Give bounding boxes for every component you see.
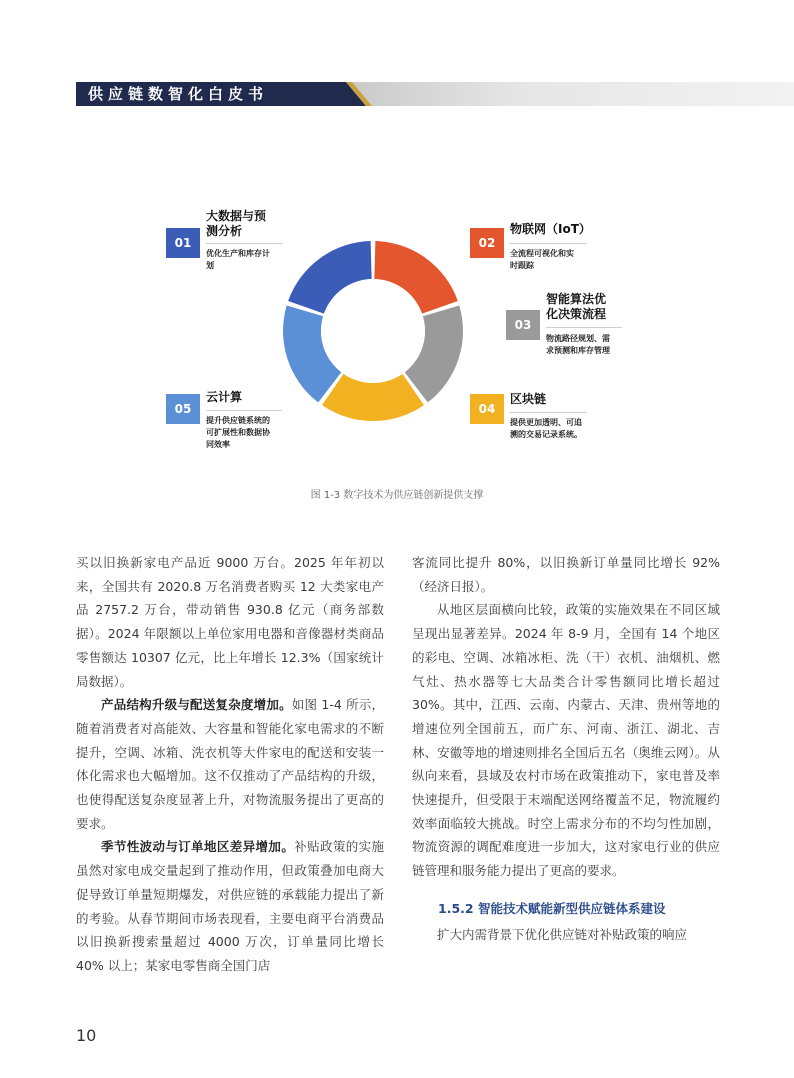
title-line: 大数据与预 (206, 209, 267, 223)
desc-line: 可扩展性和数据协 (206, 428, 270, 437)
item-divider (546, 327, 622, 328)
paragraph-text: 如图 1-4 所示，随着消费者对高能效、大容量和智能化家电需求的不断提升，空调、冰箱、洗衣机等大件家电的配送和安装一体化需求也大幅增加。这不仅推动了产品结构的升级，也使得配送复杂度显著上升，对物流服务提出了更高的要求。 (76, 697, 384, 831)
desc-line: 全流程可视化和实 (510, 249, 574, 258)
figure-digital-tech (166, 196, 636, 466)
item-title-big-data (206, 209, 266, 239)
donut-center (321, 279, 425, 383)
title-line: 化决策流程 (546, 307, 607, 321)
item-divider (206, 410, 282, 411)
paragraph: 从地区层面横向比较，政策的实施效果在不同区域呈现出显著差异。2024 年 8-9 月，全国有 14 个地区的彩电、空调、冰箱冰柜、洗（干）衣机、油烟机、燃气灶、热水器等七大品类合计零售额同比增长超过 30%。其中，江西、云南、内蒙古、天津、贵州等地的增速位列全国前五，而广东、河南、浙江、湖北、吉林、安徽等地的增速则排名全国后五名（奥维云网）。从纵向来看，县域及农村市场在政策推动下，家电普及率快速提升，但受限于末端配送网络覆盖不足，物流履约效率面临较大挑战。时空上需求分布的不均匀性加剧，物流资源的调配难度进一步加大，这对家电行业的供应链管理和服务能力提出了更高的要求。 (412, 602, 720, 879)
paragraph-lead: 产品结构升级与配送复杂度增加。 (101, 697, 292, 713)
item-number-05: 05 (166, 394, 200, 424)
item-number-02: 02 (470, 228, 504, 258)
desc-line: 同效率 (206, 440, 230, 449)
title-line: 测分析 (206, 224, 243, 238)
header-gray-bar (338, 82, 794, 106)
paragraph: 买以旧换新家电产品近 9000 万台。2025 年年初以来，全国共有 2020.8 万名消费者购买 12 大类家电产品 2757.2 万台，带动销售 930.8 亿元（商务部数据）。2024 年限额以上单位家用电器和音像器材类商品零售额达 10307 亿元，比上年增长 12.3%（国家统计局数据）。 (76, 555, 384, 689)
item-number-03: 03 (506, 310, 540, 340)
desc-line: 提供更加透明、可追 (510, 418, 582, 427)
header-title: 供应链数智化白皮书 (88, 85, 269, 103)
desc-line: 物流路径规划、需 (546, 334, 610, 343)
paragraph (76, 693, 384, 835)
item-divider (510, 412, 586, 413)
item-title-blockchain: 区块链 (510, 392, 547, 406)
paragraph: 客流同比提升 80%，以旧换新订单量同比增长 92%（经济日报）。 (412, 555, 720, 594)
body-column-right (412, 551, 720, 946)
item-desc-blockchain (510, 417, 606, 441)
figure-caption: 图 1-3 数字技术为供应链创新提供支撑 (310, 490, 484, 501)
desc-line: 提升供应链系统的 (206, 416, 270, 425)
paragraph-text: 补贴政策的实施虽然对家电成交量起到了推动作用，但政策叠加电商大促导致订单量短期爆发，对供应链的承载能力提出了新的考验。从春节期间市场表现看，主要电商平台消费品以旧换新搜索量超过 4000 万次，订单量同比增长 40% 以上；某家电零售商全国门店 (76, 839, 384, 973)
paragraph: 扩大内需背景下优化供应链对补贴政策的响应 (437, 926, 688, 942)
item-number-04: 04 (470, 394, 504, 424)
body-column-left (76, 551, 384, 978)
title-line: 智能算法优 (546, 292, 607, 306)
item-divider (206, 243, 282, 244)
item-title-cloud: 云计算 (206, 390, 243, 404)
desc-line: 时跟踪 (510, 261, 534, 270)
desc-line: 优化生产和库存计 (206, 249, 270, 258)
header-band (76, 82, 794, 106)
paragraph-lead: 季节性波动与订单地区差异增加。 (101, 839, 295, 855)
section-subheading: 1.5.2 智能技术赋能新型供应链体系建设 (438, 900, 666, 916)
desc-line: 划 (206, 261, 214, 270)
item-title-iot: 物联网（IoT） (510, 222, 591, 236)
item-desc-cloud (206, 415, 288, 451)
desc-line: 溯的交易记录系统。 (510, 430, 582, 439)
donut-chart (278, 236, 468, 426)
item-number-01: 01 (166, 228, 200, 258)
item-desc-iot (510, 248, 600, 272)
desc-line: 求预测和库存管理 (546, 346, 610, 355)
item-desc-big-data (206, 248, 286, 272)
page-number: 10 (76, 1026, 97, 1045)
item-desc-smart-algorithm (546, 333, 636, 357)
paragraph (76, 835, 384, 977)
item-divider (510, 243, 586, 244)
item-title-smart-algorithm (546, 292, 606, 322)
